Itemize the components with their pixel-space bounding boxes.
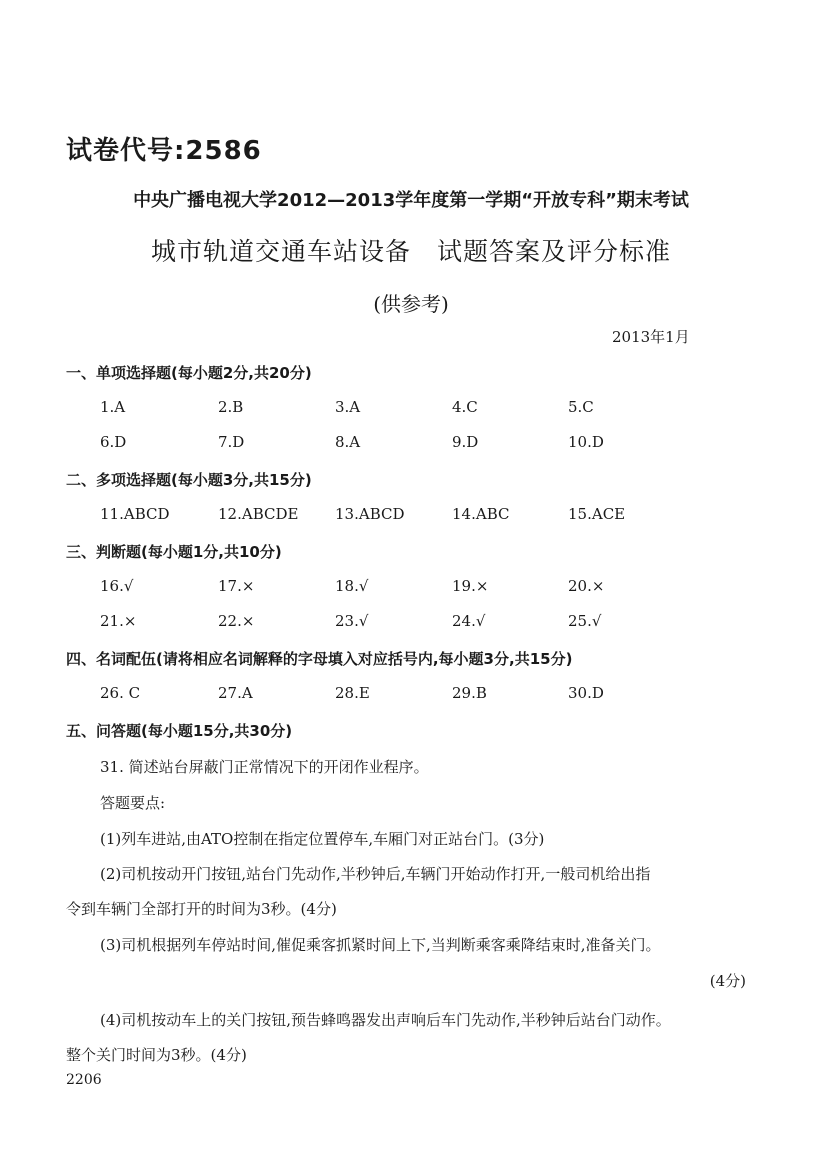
answer-item: 14.ABC — [452, 505, 510, 523]
exam-date: 2013年1月 — [612, 328, 690, 346]
answer-point-1: (1)列车进站,由ATO控制在指定位置停车,车厢门对正站台门。(3分) — [100, 830, 545, 848]
answer-item: 18.√ — [335, 577, 369, 595]
answer-item: 23.√ — [335, 612, 369, 630]
section-heading-short-answer: 五、问答题(每小题15分,共30分) — [66, 722, 293, 740]
section-heading-matching: 四、名词配伍(请将相应名词解释的字母填入对应括号内,每小题3分,共15分) — [66, 650, 573, 668]
answer-item: 19.× — [452, 577, 489, 595]
answer-item: 8.A — [335, 433, 361, 451]
answer-item: 25.√ — [568, 612, 602, 630]
answer-point-3: (3)司机根据列车停站时间,催促乘客抓紧时间上下,当判断乘客乘降结束时,准备关门。 — [100, 936, 661, 954]
answer-point-2: (2)司机按动开门按钮,站台门先动作,半秒钟后,车辆门开始动作打开,一般司机给出指 — [100, 865, 651, 883]
page-number: 2206 — [66, 1072, 102, 1088]
answer-item: 4.C — [452, 398, 478, 416]
answer-item: 5.C — [568, 398, 594, 416]
answer-item: 13.ABCD — [335, 505, 405, 523]
paper-code: 试卷代号:2586 — [66, 136, 262, 166]
answer-item: 26. C — [100, 684, 141, 702]
answer-item: 6.D — [100, 433, 127, 451]
answer-item: 12.ABCDE — [218, 505, 299, 523]
answer-item: 11.ABCD — [100, 505, 170, 523]
answer-item: 1.A — [100, 398, 126, 416]
question-text: 31. 简述站台屏蔽门正常情况下的开闭作业程序。 — [100, 758, 429, 776]
answer-item: 21.× — [100, 612, 137, 630]
key-points-label: 答题要点: — [100, 794, 166, 812]
answer-item: 16.√ — [100, 577, 134, 595]
answer-item: 29.B — [452, 684, 487, 702]
answer-point-2-continued: 令到车辆门全部打开的时间为3秒。(4分) — [66, 900, 337, 918]
answer-point-4: (4)司机按动车上的关门按钮,预告蜂鸣器发出声响后车门先动作,半秒钟后站台门动作。 — [100, 1011, 671, 1029]
answer-item: 17.× — [218, 577, 255, 595]
answer-item: 28.E — [335, 684, 370, 702]
answer-item: 10.D — [568, 433, 604, 451]
answer-item: 3.A — [335, 398, 361, 416]
answer-item: 24.√ — [452, 612, 486, 630]
answer-point-4-continued: 整个关门时间为3秒。(4分) — [66, 1046, 247, 1064]
subject-title: 城市轨道交通车站设备 试题答案及评分标准 — [150, 237, 671, 266]
answer-point-3-score: (4分) — [709, 972, 746, 990]
section-heading-true-false: 三、判断题(每小题1分,共10分) — [66, 543, 282, 561]
answer-item: 7.D — [218, 433, 245, 451]
section-heading-multiple-choice: 二、多项选择题(每小题3分,共15分) — [66, 471, 312, 489]
answer-item: 9.D — [452, 433, 479, 451]
answer-item: 20.× — [568, 577, 605, 595]
answer-item: 2.B — [218, 398, 244, 416]
section-heading-single-choice: 一、单项选择题(每小题2分,共20分) — [66, 364, 312, 382]
answer-item: 27.A — [218, 684, 253, 702]
exam-title: 中央广播电视大学2012—2013学年度第一学期“开放专科”期末考试 — [133, 190, 689, 211]
answer-item: 30.D — [568, 684, 604, 702]
answer-item: 22.× — [218, 612, 255, 630]
reference-note: (供参考) — [373, 292, 449, 316]
answer-item: 15.ACE — [568, 505, 626, 523]
